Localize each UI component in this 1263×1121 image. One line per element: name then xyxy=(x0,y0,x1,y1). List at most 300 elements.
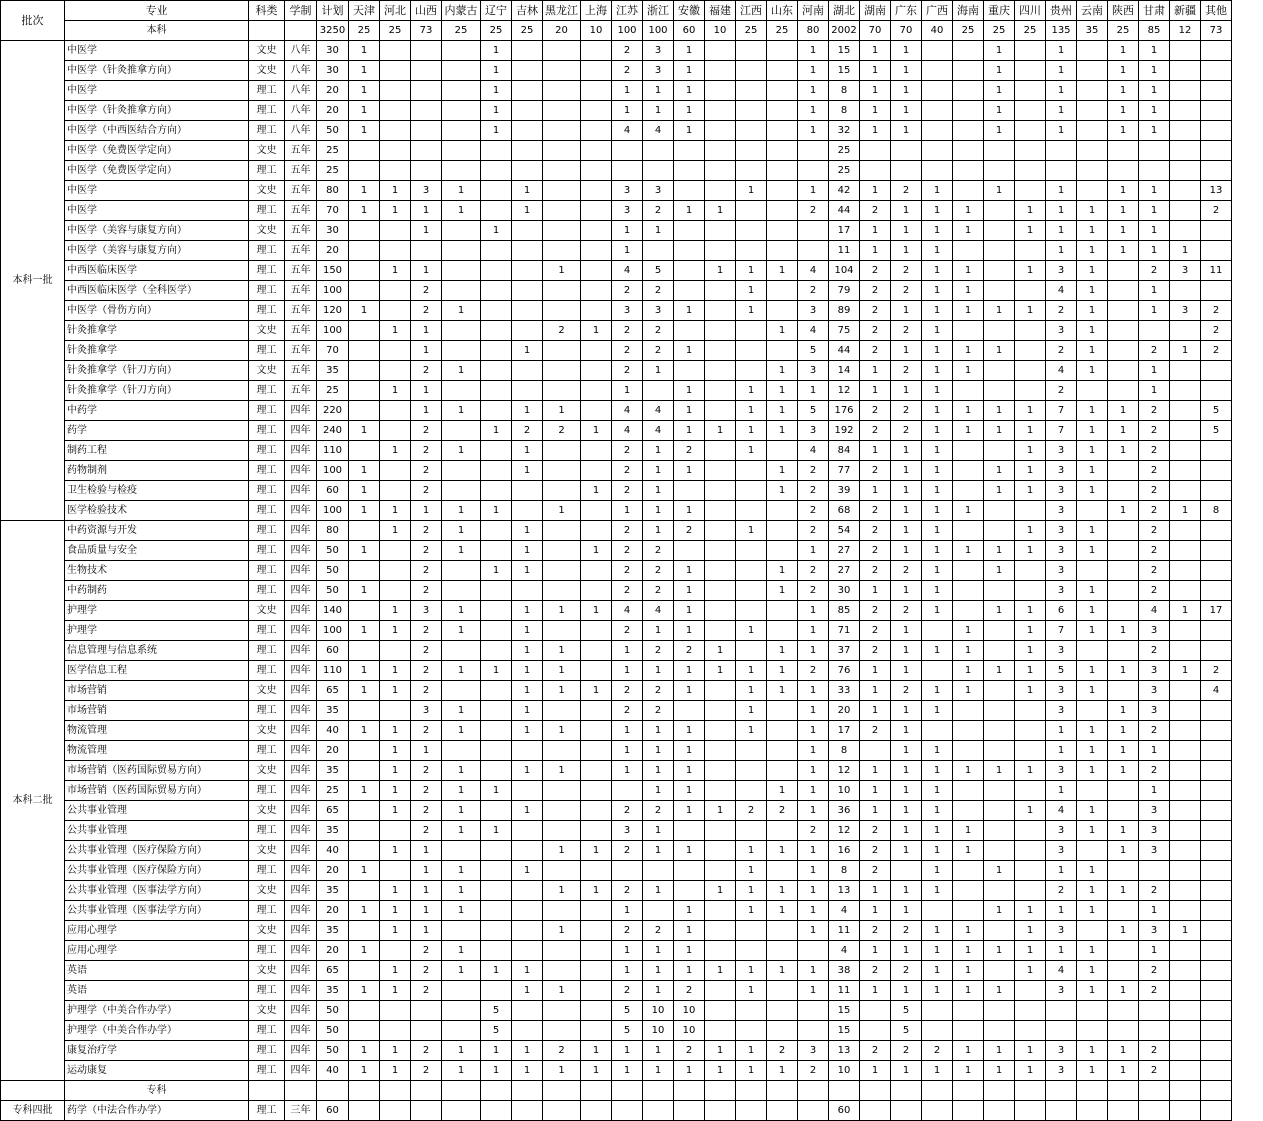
table-row xyxy=(1,981,1232,1001)
data-cell xyxy=(543,221,581,241)
data-cell xyxy=(581,741,612,761)
major-cell: 中医学（美容与康复方向） xyxy=(65,241,249,261)
data-cell xyxy=(411,141,442,161)
data-cell: 1 xyxy=(860,801,891,821)
table-row xyxy=(1,41,1232,61)
data-cell xyxy=(442,281,481,301)
data-cell: 1 xyxy=(380,841,411,861)
data-cell xyxy=(349,141,380,161)
data-cell: 2 xyxy=(643,341,674,361)
data-cell: 8 xyxy=(1201,501,1232,521)
table-row xyxy=(1,601,1232,621)
data-cell: 2 xyxy=(674,981,705,1001)
data-cell: 理工 xyxy=(249,441,285,461)
data-cell: 2 xyxy=(798,581,829,601)
data-cell xyxy=(1077,121,1108,141)
data-cell: 1 xyxy=(612,1061,643,1081)
data-cell: 1 xyxy=(442,601,481,621)
data-cell: 2 xyxy=(891,361,922,381)
data-cell: 1 xyxy=(1077,221,1108,241)
data-cell: 1 xyxy=(953,201,984,221)
data-cell: 理工 xyxy=(249,121,285,141)
data-cell: 1 xyxy=(860,1061,891,1081)
data-cell: 1 xyxy=(643,781,674,801)
data-cell xyxy=(349,401,380,421)
data-cell: 1 xyxy=(953,761,984,781)
data-cell: 1 xyxy=(612,221,643,241)
data-cell: 2 xyxy=(1139,961,1170,981)
data-cell xyxy=(442,981,481,1001)
data-cell: 1 xyxy=(349,101,380,121)
data-cell: 1 xyxy=(612,721,643,741)
data-cell xyxy=(705,41,736,61)
data-cell xyxy=(767,181,798,201)
empty-cell xyxy=(829,1081,860,1101)
data-cell: 1 xyxy=(1046,121,1077,141)
data-cell: 4 xyxy=(612,601,643,621)
data-cell xyxy=(705,121,736,141)
data-cell: 1 xyxy=(705,661,736,681)
data-cell: 1 xyxy=(860,381,891,401)
data-cell: 1 xyxy=(922,401,953,421)
data-cell xyxy=(860,741,891,761)
data-cell: 1 xyxy=(1077,261,1108,281)
table-row xyxy=(1,381,1232,401)
data-cell xyxy=(581,161,612,181)
data-cell xyxy=(1201,1101,1232,1121)
table-row xyxy=(1,1041,1232,1061)
table-row xyxy=(1,201,1232,221)
empty-cell xyxy=(1015,1081,1046,1101)
data-cell xyxy=(736,121,767,141)
data-cell xyxy=(767,1101,798,1121)
data-cell: 77 xyxy=(829,461,860,481)
empty-cell xyxy=(512,1081,543,1101)
data-cell xyxy=(543,521,581,541)
data-cell: 192 xyxy=(829,421,860,441)
data-cell: 1 xyxy=(380,501,411,521)
data-cell xyxy=(891,141,922,161)
data-cell: 100 xyxy=(317,621,349,641)
data-cell xyxy=(643,241,674,261)
data-cell: 10 xyxy=(643,1001,674,1021)
data-cell: 1 xyxy=(1108,821,1139,841)
data-cell: 1 xyxy=(922,841,953,861)
data-cell: 3 xyxy=(643,41,674,61)
data-cell: 1 xyxy=(481,821,512,841)
data-cell xyxy=(767,1021,798,1041)
data-cell: 四年 xyxy=(285,701,317,721)
data-cell xyxy=(349,821,380,841)
data-cell: 理工 xyxy=(249,541,285,561)
data-cell: 1 xyxy=(922,561,953,581)
data-cell: 70 xyxy=(317,201,349,221)
data-cell: 3 xyxy=(1046,461,1077,481)
data-cell: 3 xyxy=(612,301,643,321)
data-cell xyxy=(922,61,953,81)
data-cell: 40 xyxy=(317,841,349,861)
data-cell xyxy=(1170,761,1201,781)
data-cell xyxy=(442,741,481,761)
data-cell: 1 xyxy=(891,801,922,821)
data-cell xyxy=(1108,561,1139,581)
data-cell xyxy=(581,121,612,141)
data-cell: 1 xyxy=(767,1061,798,1081)
data-cell xyxy=(1201,1001,1232,1021)
data-cell: 1 xyxy=(922,881,953,901)
data-cell: 2 xyxy=(643,701,674,721)
data-cell: 四年 xyxy=(285,541,317,561)
data-cell xyxy=(1170,701,1201,721)
data-cell: 五年 xyxy=(285,161,317,181)
data-cell: 1 xyxy=(1046,721,1077,741)
data-cell: 1 xyxy=(643,501,674,521)
data-cell xyxy=(1170,821,1201,841)
data-cell xyxy=(380,401,411,421)
data-cell xyxy=(953,121,984,141)
data-cell: 2 xyxy=(674,521,705,541)
summary-cell: 本科 xyxy=(65,21,249,41)
data-cell: 1 xyxy=(984,61,1015,81)
data-cell: 1 xyxy=(891,841,922,861)
data-cell xyxy=(1139,1021,1170,1041)
data-cell: 1 xyxy=(891,441,922,461)
data-cell xyxy=(543,541,581,561)
data-cell: 1 xyxy=(798,541,829,561)
data-cell: 27 xyxy=(829,561,860,581)
data-cell xyxy=(1015,61,1046,81)
summary-cell: 12 xyxy=(1170,21,1201,41)
table-row xyxy=(1,461,1232,481)
data-cell: 1 xyxy=(1077,281,1108,301)
data-cell: 1 xyxy=(512,601,543,621)
data-cell: 八年 xyxy=(285,121,317,141)
data-cell xyxy=(736,41,767,61)
data-cell xyxy=(1139,141,1170,161)
summary-cell: 70 xyxy=(860,21,891,41)
data-cell xyxy=(581,701,612,721)
data-cell: 1 xyxy=(674,41,705,61)
data-cell: 1 xyxy=(481,781,512,801)
data-cell xyxy=(1108,161,1139,181)
data-cell: 理工 xyxy=(249,521,285,541)
summary-cell: 73 xyxy=(1201,21,1232,41)
data-cell: 理工 xyxy=(249,1101,285,1121)
data-cell xyxy=(1077,781,1108,801)
data-cell xyxy=(798,221,829,241)
data-cell xyxy=(1170,401,1201,421)
major-cell: 中医学（美容与康复方向） xyxy=(65,221,249,241)
data-cell xyxy=(984,1021,1015,1041)
data-cell: 2 xyxy=(411,761,442,781)
data-cell: 2 xyxy=(798,821,829,841)
data-cell xyxy=(705,361,736,381)
data-cell: 1 xyxy=(442,861,481,881)
empty-cell xyxy=(767,1081,798,1101)
data-cell xyxy=(767,121,798,141)
data-cell xyxy=(705,841,736,861)
data-cell: 三年 xyxy=(285,1101,317,1121)
data-cell: 150 xyxy=(317,261,349,281)
data-cell: 2 xyxy=(860,201,891,221)
data-cell: 65 xyxy=(317,681,349,701)
data-cell: 1 xyxy=(512,641,543,661)
data-cell: 3 xyxy=(1139,621,1170,641)
data-cell: 文史 xyxy=(249,61,285,81)
data-cell: 100 xyxy=(317,461,349,481)
data-cell xyxy=(581,301,612,321)
data-cell xyxy=(736,481,767,501)
summary-cell: 25 xyxy=(1108,21,1139,41)
data-cell xyxy=(581,41,612,61)
data-cell xyxy=(581,1001,612,1021)
data-cell xyxy=(380,481,411,501)
data-cell: 1 xyxy=(736,961,767,981)
data-cell xyxy=(1108,461,1139,481)
data-cell xyxy=(705,821,736,841)
data-cell: 5 xyxy=(612,1001,643,1021)
data-cell xyxy=(891,861,922,881)
data-cell xyxy=(736,581,767,601)
data-cell xyxy=(674,861,705,881)
data-cell xyxy=(1015,981,1046,1001)
data-cell: 80 xyxy=(317,181,349,201)
data-cell: 1 xyxy=(612,501,643,521)
data-cell: 1 xyxy=(767,381,798,401)
data-cell: 2 xyxy=(1139,881,1170,901)
header-cell: 其他 xyxy=(1201,1,1232,21)
data-cell xyxy=(953,881,984,901)
data-cell: 理工 xyxy=(249,1021,285,1041)
data-cell xyxy=(705,161,736,181)
data-cell: 2 xyxy=(891,1041,922,1061)
data-cell: 1 xyxy=(543,641,581,661)
data-cell xyxy=(736,761,767,781)
data-cell: 1 xyxy=(891,521,922,541)
major-cell: 中药学 xyxy=(65,401,249,421)
data-cell: 20 xyxy=(317,941,349,961)
data-cell: 1 xyxy=(1108,421,1139,441)
data-cell: 1 xyxy=(922,541,953,561)
data-cell: 1 xyxy=(1015,421,1046,441)
data-cell: 1 xyxy=(674,401,705,421)
data-cell: 1 xyxy=(767,461,798,481)
data-cell xyxy=(1170,201,1201,221)
data-cell: 1 xyxy=(860,681,891,701)
data-cell: 1 xyxy=(705,201,736,221)
data-cell: 2 xyxy=(411,521,442,541)
data-cell xyxy=(736,601,767,621)
data-cell: 1 xyxy=(767,581,798,601)
data-cell xyxy=(674,541,705,561)
table-row xyxy=(1,161,1232,181)
data-cell: 1 xyxy=(442,541,481,561)
data-cell xyxy=(1015,701,1046,721)
data-cell xyxy=(1108,681,1139,701)
data-cell: 1 xyxy=(380,1061,411,1081)
data-cell xyxy=(705,761,736,781)
data-cell: 1 xyxy=(798,61,829,81)
data-cell xyxy=(581,61,612,81)
data-cell xyxy=(442,121,481,141)
data-cell: 五年 xyxy=(285,301,317,321)
data-cell: 3 xyxy=(1170,301,1201,321)
data-cell: 1 xyxy=(1015,761,1046,781)
data-cell xyxy=(1170,981,1201,1001)
data-cell xyxy=(922,901,953,921)
data-cell: 1 xyxy=(349,461,380,481)
data-cell xyxy=(953,561,984,581)
data-cell: 1 xyxy=(512,861,543,881)
data-cell: 2 xyxy=(411,481,442,501)
data-cell xyxy=(442,101,481,121)
data-cell: 2 xyxy=(643,801,674,821)
data-cell xyxy=(349,221,380,241)
data-cell xyxy=(1139,861,1170,881)
data-cell xyxy=(581,1101,612,1121)
data-cell: 2 xyxy=(860,501,891,521)
data-cell xyxy=(953,1021,984,1041)
data-cell xyxy=(1015,81,1046,101)
major-cell: 针灸推拿学（针刀方向） xyxy=(65,381,249,401)
data-cell xyxy=(953,601,984,621)
data-cell xyxy=(581,221,612,241)
data-cell xyxy=(736,61,767,81)
data-cell xyxy=(767,161,798,181)
data-cell xyxy=(411,81,442,101)
data-cell: 7 xyxy=(1046,421,1077,441)
data-cell: 2 xyxy=(860,1041,891,1061)
data-cell: 1 xyxy=(380,521,411,541)
data-cell xyxy=(736,741,767,761)
data-cell xyxy=(984,581,1015,601)
data-cell xyxy=(736,321,767,341)
data-cell: 4 xyxy=(798,261,829,281)
data-cell: 1 xyxy=(736,301,767,321)
data-cell xyxy=(736,1101,767,1121)
data-cell: 50 xyxy=(317,1041,349,1061)
data-cell: 四年 xyxy=(285,841,317,861)
data-cell xyxy=(380,941,411,961)
data-cell: 2 xyxy=(411,581,442,601)
data-cell: 4 xyxy=(643,421,674,441)
data-cell xyxy=(736,81,767,101)
data-cell: 1 xyxy=(705,961,736,981)
data-cell: 5 xyxy=(481,1021,512,1041)
data-cell xyxy=(411,101,442,121)
data-cell: 1 xyxy=(922,581,953,601)
data-cell: 文史 xyxy=(249,881,285,901)
table-row xyxy=(1,321,1232,341)
data-cell: 1 xyxy=(1046,941,1077,961)
data-cell: 2 xyxy=(543,1041,581,1061)
data-cell: 1 xyxy=(736,841,767,861)
header-cell: 广西 xyxy=(922,1,953,21)
data-cell: 40 xyxy=(317,1061,349,1081)
data-cell xyxy=(1201,221,1232,241)
data-cell: 1 xyxy=(643,821,674,841)
data-cell: 1 xyxy=(643,661,674,681)
data-cell: 1 xyxy=(922,201,953,221)
data-cell xyxy=(349,601,380,621)
data-cell: 文史 xyxy=(249,721,285,741)
data-cell: 1 xyxy=(891,381,922,401)
data-cell xyxy=(581,401,612,421)
data-cell: 1 xyxy=(481,221,512,241)
data-cell: 1 xyxy=(1046,41,1077,61)
data-cell: 1 xyxy=(643,81,674,101)
data-cell: 1 xyxy=(798,841,829,861)
data-cell: 110 xyxy=(317,441,349,461)
data-cell xyxy=(1015,321,1046,341)
data-cell: 1 xyxy=(953,301,984,321)
data-cell xyxy=(349,561,380,581)
data-cell xyxy=(581,461,612,481)
data-cell xyxy=(481,401,512,421)
data-cell: 100 xyxy=(317,501,349,521)
data-cell xyxy=(612,781,643,801)
data-cell: 1 xyxy=(643,621,674,641)
data-cell: 2 xyxy=(1201,321,1232,341)
data-cell xyxy=(481,201,512,221)
data-cell xyxy=(581,101,612,121)
data-cell: 2 xyxy=(1139,501,1170,521)
data-cell xyxy=(1046,141,1077,161)
major-cell: 生物技术 xyxy=(65,561,249,581)
data-cell: 2 xyxy=(860,401,891,421)
data-cell xyxy=(543,1001,581,1021)
table-row xyxy=(1,1061,1232,1081)
data-cell: 1 xyxy=(798,621,829,641)
data-cell xyxy=(543,161,581,181)
data-cell: 20 xyxy=(317,741,349,761)
data-cell xyxy=(736,161,767,181)
data-cell: 2 xyxy=(798,661,829,681)
data-cell xyxy=(512,101,543,121)
data-cell xyxy=(1201,941,1232,961)
data-cell: 2 xyxy=(1139,341,1170,361)
data-cell xyxy=(922,1101,953,1121)
data-cell xyxy=(481,601,512,621)
data-cell xyxy=(1170,281,1201,301)
data-cell xyxy=(1077,141,1108,161)
data-cell xyxy=(1077,181,1108,201)
data-cell xyxy=(1170,941,1201,961)
data-cell xyxy=(1170,1061,1201,1081)
data-cell: 2 xyxy=(543,421,581,441)
data-cell xyxy=(705,621,736,641)
data-cell: 1 xyxy=(380,881,411,901)
data-cell xyxy=(612,161,643,181)
data-cell: 1 xyxy=(922,681,953,701)
data-cell xyxy=(543,961,581,981)
table-row xyxy=(1,641,1232,661)
data-cell xyxy=(953,41,984,61)
data-cell xyxy=(581,201,612,221)
data-cell: 54 xyxy=(829,521,860,541)
data-cell xyxy=(767,41,798,61)
data-cell: 1 xyxy=(481,501,512,521)
data-cell: 1 xyxy=(481,121,512,141)
data-cell: 1 xyxy=(705,261,736,281)
data-cell: 1 xyxy=(1108,101,1139,121)
data-cell: 1 xyxy=(512,761,543,781)
table-row xyxy=(1,121,1232,141)
data-cell: 1 xyxy=(581,841,612,861)
data-cell: 5 xyxy=(798,401,829,421)
data-cell xyxy=(1201,241,1232,261)
data-cell xyxy=(798,141,829,161)
